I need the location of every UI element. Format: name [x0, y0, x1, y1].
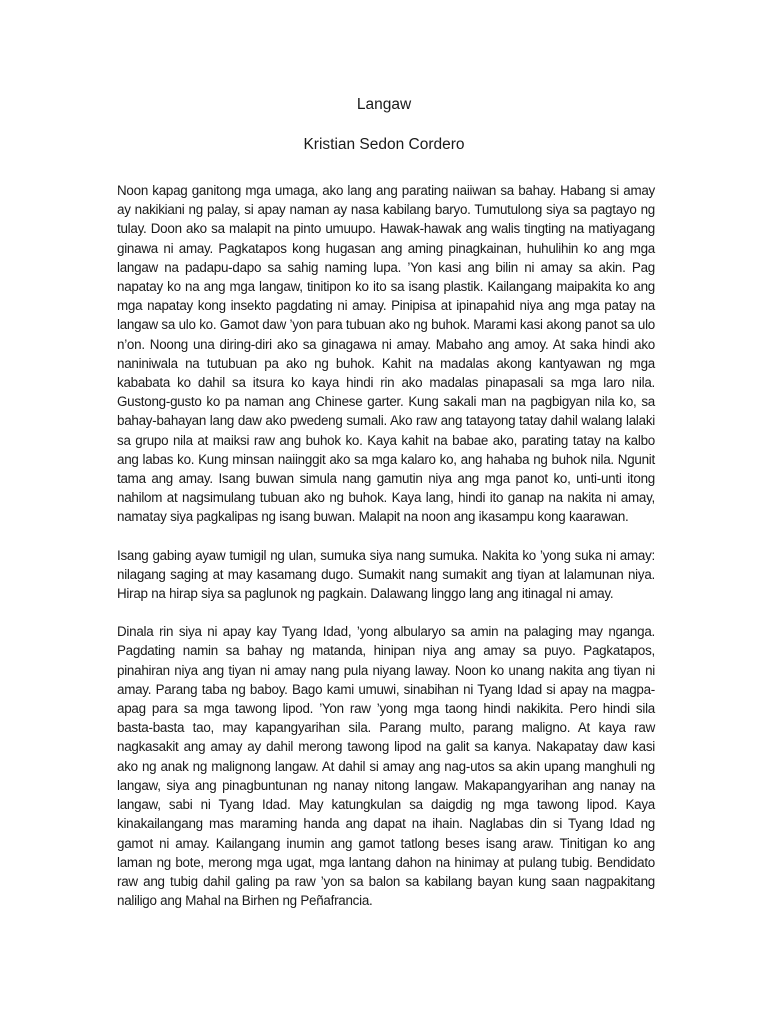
paragraph: Isang gabing ayaw tumigil ng ulan, sumuka siya nang sumuka. Nakita ko ’yong suka ni amay: nilagang saging at may kasamang dugo. Sumakit nang sumakit ang tiyan at lalamunan niya. Hirap na hirap siya sa paglunok ng pagkain. Dalawang linggo lang ang itinagal ni amay. — [117, 547, 655, 602]
document-title: Langaw — [356, 96, 412, 113]
paragraph: Dinala rin siya ni apay kay Tyang Idad, ’yong albularyo sa amin na palaging may nganga. Pagdating namin sa bahay ng matanda, hinipan niya ang amay sa puyo. Pagkatapos, pinahiran niya ang tiyan ni amay nang pula niyang laway. Noon ko unang nakita ang tiyan ni amay. Parang taba ng baboy. Bago kami umuwi, sinabihan ni Tyang Idad si apay na magpa-apag para sa mga tawong lipod. ’Yon raw ’yong mga taong hindi nakikita. Pero hindi sila basta-basta tao, may kapangyarihan sila. Parang multo, parang maligno. At kaya raw nagkasakit ang amay ay dahil merong tawong lipod na galit sa kanya. Nakapatay daw kasi ako ng anak ng malignong langaw. At dahil si amay ang nag-utos sa akin upang manghuli ng langaw, siya ang pinagbuntunan ng nanay nitong langaw. Makapangyarihan ang nanay na langaw, sabi ni Tyang Idad. May katungkulan sa daigdig ng mga tawong lipod. Kaya kinakailangang mas maraming handa ang dapat na ihain. Naglabas din si Tyang Idad ng gamot ni amay. Kailangang inumin ang gamot tatlong beses isang araw. Tinitigan ko ang laman ng bote, merong mga ugat, mga lantang dahon na hinimay at pulang tubig. Bendidato raw ang tubig dahil galing pa raw ’yon sa balon sa kabilang bayan kung saan nagpakitang naliligo ang Mahal na Birhen ng Peñafrancia. — [117, 624, 655, 909]
document-author: Kristian Sedon Cordero — [303, 136, 465, 153]
document-body — [117, 181, 655, 910]
paragraph: Noon kapag ganitong mga umaga, ako lang ang parating naiiwan sa bahay. Habang si amay ay nakikiani ng palay, si apay naman ay nasa kabilang baryo. Tumutulong siya sa pagtayo ng tulay. Doon ako sa malapit na pinto umuupo. Hawak-hawak ang walis tingting na matiyagang ginawa ni amay. Pagkatapos kong hugasan ang aming pinagkainan, huhulihin ko ang mga langaw na padapu-dapo sa sahig naming lupa. ’Yon kasi ang bilin ni amay sa akin. Pag napatay ko na ang mga langaw, tinitipon ko ito sa isang plastik. Kailangang maipakita ko ang mga napatay kong insekto pagdating ni amay. Pinipisa at ipinapahid niya ang mga patay na langaw sa ulo ko. Gamot daw ’yon para tubuan ako ng buhok. Marami kasi akong panot sa ulo n’on. Noong una diring-diri ako sa ginagawa ni amay. Mabaho ang amoy. At saka hindi ako naniniwala na tutubuan pa ako ng buhok. Kahit na madalas akong kantyawan ng mga kababata ko dahil sa itsura ko kaya hindi rin ako madalas pinapasali sa mga laro nila. Gustong-gusto ko pa naman ang Chinese garter. Kung sakali man na pagbigyan nila ko, sa bahay-bahayan lang daw ako pwedeng sumali. Ako raw ang tatayong tatay dahil walang lalaki sa grupo nila at maiksi raw ang buhok ko. Kaya kahit na babae ako, parating tatay na kalbo ang labas ko. Kung minsan naiinggit ako sa mga kalaro ko, ang hahaba ng buhok nila. Ngunit tama ang amay. Isang buwan simula nang gamutin niya ang mga panot ko, unti-unti itong nahilom at nagsimulang tubuan ako ng buhok. Kaya lang, hindi ito ganap na nakita ni amay, namatay siya pagkalipas ng isang buwan. Malapit na noon ang ikasampu kong kaarawan. — [117, 183, 655, 525]
